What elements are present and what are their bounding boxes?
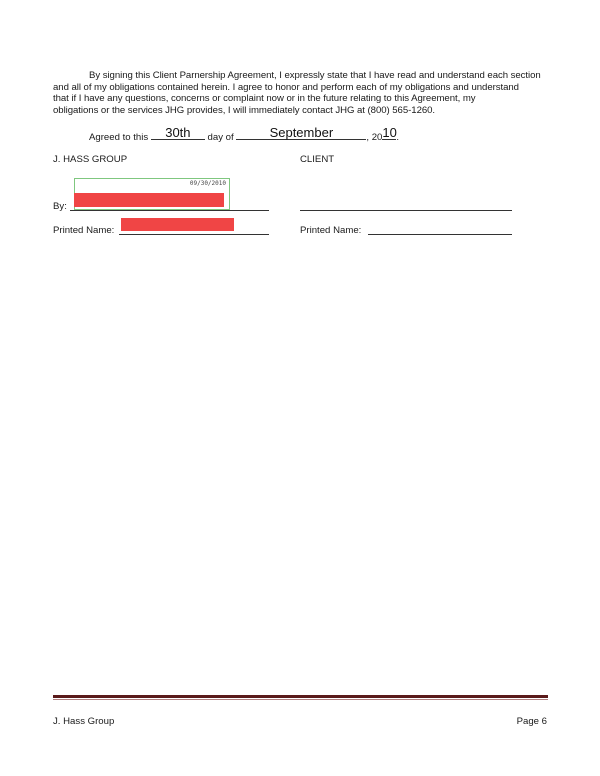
paragraph-line-4: obligations or the services JHG provides, I will immediately contact JHG at (800) 565-1260. — [53, 104, 436, 116]
footer-company: J. Hass Group — [53, 716, 115, 727]
signature-redaction — [74, 193, 224, 207]
day-of-label: day of — [207, 132, 234, 143]
agreed-suffix: . — [396, 132, 400, 143]
agreement-paragraph — [53, 70, 565, 116]
printed-name-redaction — [121, 218, 234, 231]
day-field[interactable] — [151, 125, 205, 140]
client-signature-line[interactable] — [300, 210, 512, 211]
paragraph-line-3: that if I have any questions, concerns or complaint now or in the future relating to this Agreement, my — [53, 93, 476, 105]
footer-rule — [53, 695, 548, 698]
client-heading: CLIENT — [300, 154, 335, 165]
month-field[interactable] — [236, 125, 366, 140]
paragraph-line-2: and all of my obligations contained herein. I agree to honor and perform each of my obligations and understand — [53, 81, 519, 93]
client-printed-name-label: Printed Name: — [300, 225, 362, 236]
jhg-signature-line[interactable] — [70, 210, 269, 211]
jhg-printed-name-line[interactable] — [119, 234, 269, 235]
year-field[interactable] — [382, 125, 397, 140]
jhg-heading: J. HASS GROUP — [53, 154, 128, 165]
month-value: September — [269, 125, 334, 140]
day-value: 30th — [165, 125, 191, 140]
jhg-printed-name-label: Printed Name: — [53, 225, 115, 236]
year-value: 10 — [382, 125, 397, 140]
footer-rule-accent — [53, 699, 548, 700]
client-printed-name-line[interactable] — [368, 234, 512, 235]
signature-date-stamp: 09/30/2010 — [189, 180, 226, 187]
footer-page-number: Page 6 — [516, 716, 547, 727]
by-label: By: — [53, 201, 67, 212]
paragraph-line-1: By signing this Client Parnership Agreement, I expressly state that I have read and understand each section — [89, 70, 541, 81]
year-prefix: , 20 — [366, 132, 383, 143]
agreed-date-line — [89, 125, 400, 145]
agreed-prefix: Agreed to this — [89, 132, 149, 143]
